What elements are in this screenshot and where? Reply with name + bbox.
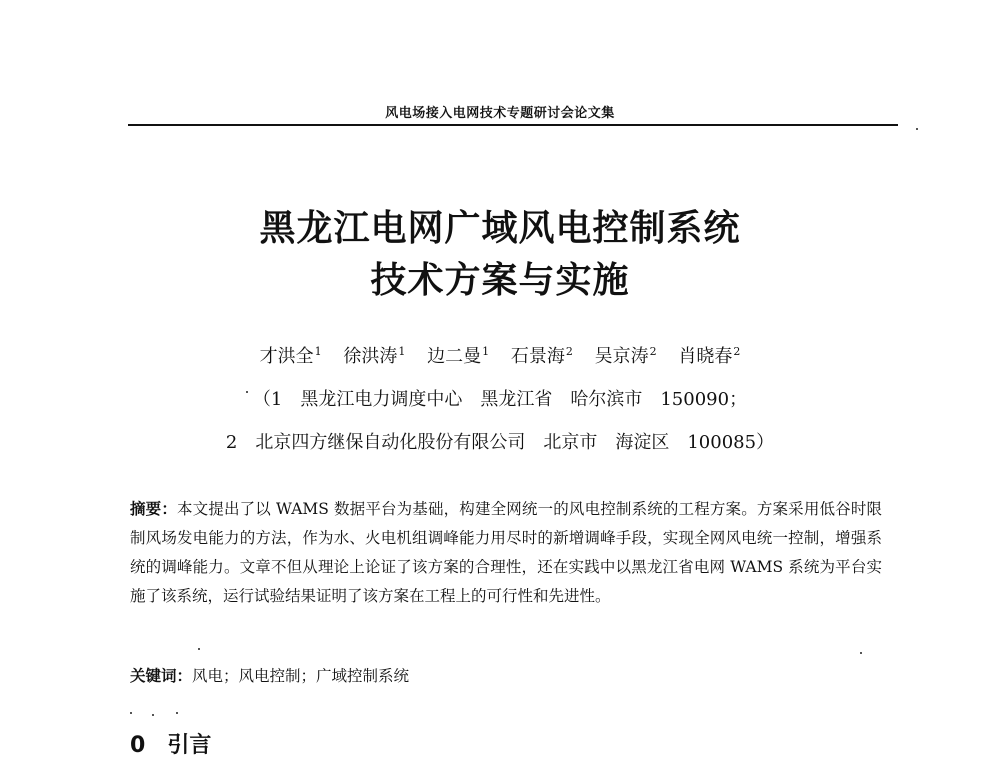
scan-speck: [198, 648, 200, 650]
affiliation-mark: 1: [398, 345, 406, 358]
scan-speck: [916, 128, 918, 130]
author: [260, 346, 322, 367]
section-number: 0: [130, 733, 146, 758]
affiliation-mark: 1: [482, 345, 490, 358]
keywords-label: 关键词：: [130, 666, 193, 685]
author: [343, 346, 405, 367]
paper-title-line-1: 黑龙江电网广域风电控制系统: [259, 208, 741, 249]
author-name: 徐洪涛: [343, 346, 398, 367]
affiliation-mark: 1: [314, 345, 322, 358]
abstract: [130, 494, 882, 611]
scan-speck: [176, 712, 178, 714]
affiliation-mark: 2: [649, 345, 657, 358]
affiliation-1: （1 黑龙江电力调度中心 黑龙江省 哈尔滨市 150090；: [252, 389, 748, 410]
section-heading: [130, 728, 211, 759]
running-head: 风电场接入电网技术专题研讨会论文集: [385, 106, 615, 121]
author-name: 才洪全: [259, 346, 314, 367]
affiliation-mark: 2: [733, 345, 741, 358]
scan-speck: [860, 652, 862, 654]
author-list: [0, 342, 1000, 368]
author-name: 吴京涛: [594, 346, 649, 367]
keywords-text: 风电；风电控制；广域控制系统: [192, 667, 410, 685]
scan-speck: [130, 712, 132, 714]
author-name: 肖晓春: [678, 346, 733, 367]
keywords: [130, 664, 409, 686]
header-rule: [128, 124, 898, 126]
abstract-text: 本文提出了以 WAMS 数据平台为基础，构建全网统一的风电控制系统的工程方案。方案采用低谷时限制风场发电能力的方法，作为水、火电机组调峰能力用尽时的新增调峰手段，实现全网风电统一控制，增强系统的调峰能力。文章不但从理论上论证了该方案的合理性，还在实践中以黑龙江省电网 WAMS 系统为平台实施了该系统，运行试验结果证明了该方案在工程上的可行性和先进性。: [130, 500, 882, 605]
abstract-label: 摘要：: [130, 499, 177, 518]
scan-speck: [246, 391, 248, 393]
author: [427, 346, 489, 367]
author-name: 边二曼: [427, 346, 482, 367]
affiliation-2: 2 北京四方继保自动化股份有限公司 北京市 海淀区 100085）: [225, 432, 775, 453]
affiliation-mark: 2: [565, 345, 573, 358]
author: [511, 346, 573, 367]
scan-speck: [152, 714, 154, 716]
author: [678, 346, 740, 367]
section-title: 引言: [167, 733, 212, 758]
paper-title-line-2: 技术方案与实施: [370, 260, 630, 301]
author: [595, 346, 657, 367]
author-name: 石景海: [510, 346, 565, 367]
